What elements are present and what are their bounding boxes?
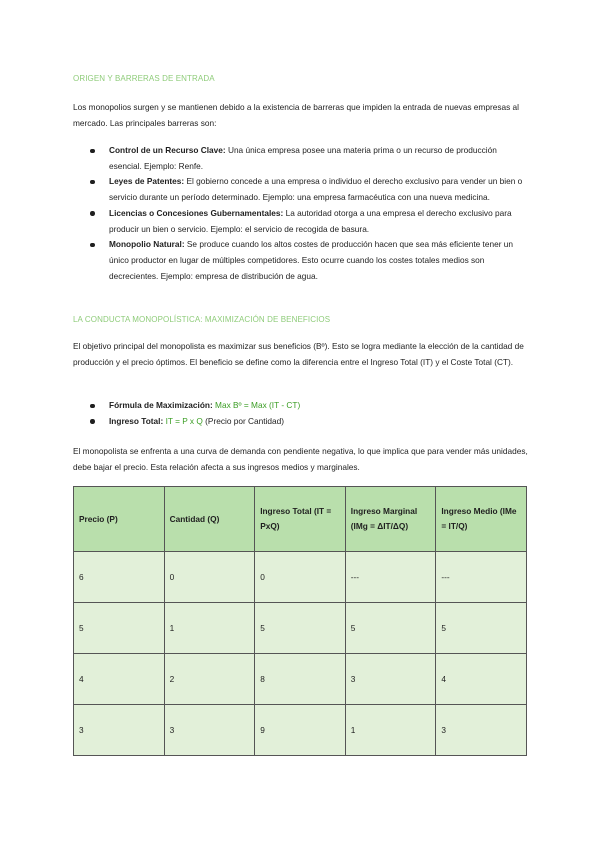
list-item [73, 237, 528, 284]
table-cell: 1 [345, 705, 436, 756]
list-item [73, 398, 528, 414]
bullet-icon [90, 211, 95, 216]
bullet-term: Ingreso Total: [109, 415, 164, 426]
table-cell: 3 [164, 705, 255, 756]
table-row [74, 705, 527, 756]
header-cantidad: Cantidad (Q) [164, 487, 255, 552]
table-cell: 3 [345, 654, 436, 705]
section1-intro: Los monopolios surgen y se mantienen debido a la existencia de barreras que impiden la entrada de nuevas empresas al mercado. Las principales barreras son: [73, 102, 520, 128]
table-cell: 0 [255, 552, 346, 603]
table-header-row [74, 487, 527, 552]
formula-list [73, 398, 528, 429]
bullet-suffix: (Precio por Cantidad) [202, 415, 285, 426]
table-cell: 3 [74, 705, 165, 756]
table-cell: 5 [436, 603, 527, 654]
list-item [73, 174, 528, 205]
table-cell: 5 [345, 603, 436, 654]
table-cell: 4 [74, 654, 165, 705]
section-heading-origen: ORIGEN Y BARRERAS DE ENTRADA [73, 74, 215, 83]
table-cell: 9 [255, 705, 346, 756]
bullet-term: Licencias o Concesiones Gubernamentales: [109, 207, 284, 218]
bullet-text: El gobierno concede a una empresa o individuo el derecho exclusivo para vender un bien o servicio durante un período determinado. Ejemplo: una empresa farmacéutica con una nueva medicina. [109, 176, 523, 203]
bullet-text: La autoridad otorga a una empresa el derecho exclusivo para producir un bien o servicio. Ejemplo: el servicio de recogida de basura. [109, 207, 512, 234]
formula-text: Max Bº = Max (IT - CT) [215, 400, 301, 410]
section-heading-conducta: LA CONDUCTA MONOPOLÍSTICA: MAXIMIZACIÓN DE BENEFICIOS [73, 315, 331, 324]
header-ingreso-total: Ingreso Total (IT = PxQ) [255, 487, 346, 552]
table-row [74, 552, 527, 603]
header-precio: Precio (P) [74, 487, 165, 552]
bullet-icon [90, 149, 95, 154]
table-cell: 6 [74, 552, 165, 603]
header-ingreso-medio: Ingreso Medio (IMe = IT/Q) [436, 487, 527, 552]
revenue-table [73, 486, 527, 756]
bullet-icon [90, 180, 95, 185]
table-row [74, 603, 527, 654]
header-ingreso-marginal: Ingreso Marginal (IMg = ΔIT/ΔQ) [345, 487, 436, 552]
bullet-term: Control de un Recurso Clave: [109, 145, 226, 155]
table-cell: 1 [164, 603, 255, 654]
table-cell: 8 [255, 654, 346, 705]
bullet-term: Fórmula de Maximización: [109, 400, 213, 410]
bullet-icon [90, 419, 95, 424]
table-cell: 3 [436, 705, 527, 756]
barriers-list [73, 143, 528, 284]
bullet-icon [90, 404, 95, 409]
list-item [73, 206, 528, 237]
table-cell: 5 [255, 603, 346, 654]
bullet-icon [90, 243, 95, 248]
bullet-term: Monopolio Natural: [109, 239, 185, 250]
bullet-term: Leyes de Patentes: [109, 176, 185, 187]
section2-outro: El monopolista se enfrenta a una curva de demanda con pendiente negativa, lo que implica que para vender más unidades, debe bajar el precio. Esta relación afecta a sus ingresos medios y marginales. [73, 446, 528, 472]
formula-text: IT = P x Q [165, 415, 203, 426]
list-item [73, 143, 528, 174]
table-cell: --- [436, 552, 527, 603]
table-cell: 2 [164, 654, 255, 705]
table-cell: --- [345, 552, 436, 603]
table-cell: 4 [436, 654, 527, 705]
table-cell: 0 [164, 552, 255, 603]
section2-intro: El objetivo principal del monopolista es maximizar sus beneficios (Bº). Esto se logra mediante la elección de la cantidad de producción y el precio óptimos. El beneficio se define como la diferencia entre el Ingreso Total (IT) y el Coste Total (CT). [73, 341, 524, 367]
table-row [74, 654, 527, 705]
table-cell: 5 [74, 603, 165, 654]
bullet-text: Se produce cuando los altos costes de producción hacen que sea más eficiente tener un único productor en lugar de múltiples competidores. Esto ocurre cuando los costes totales medios son decrecientes. Ejemplo: empresa de distribución de agua. [109, 239, 513, 281]
bullet-text: Una única empresa posee una materia prima o un recurso de producción esencial. Ejemplo: Renfe. [109, 145, 497, 171]
list-item [73, 414, 528, 430]
